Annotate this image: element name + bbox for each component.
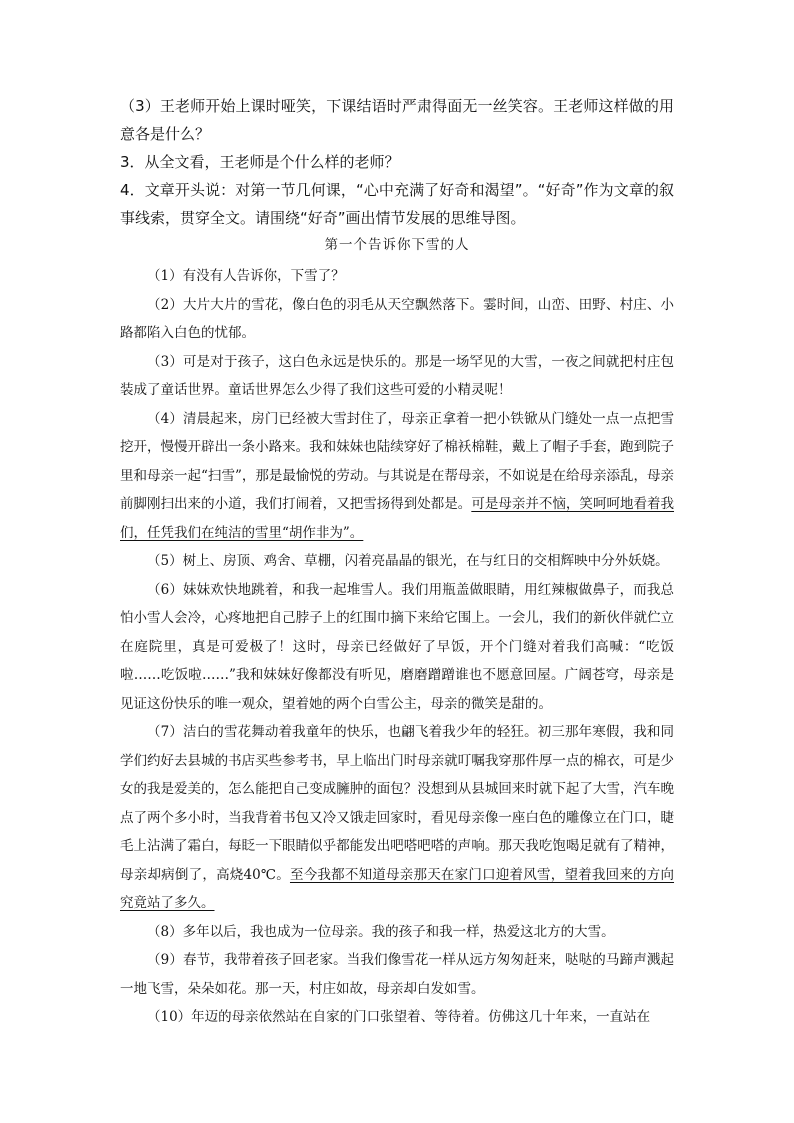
question-3-3: （3）王老师开始上课时哑笑，下课结语时严肃得面无一丝笑容。王老师这样做的用意各是什么？: [120, 97, 674, 143]
paragraph-7-underlined-sentence: 至今我都不知道母亲那天在家门口迎着风雪，望着我回来的方向究竟站了多久。: [120, 866, 675, 911]
paragraph-7-text: （7）洁白的雪花舞动着我童年的快乐，也翩飞着我少年的轻狂。初三那年寒假，我和同学们约好去县城的书店买些参考书，早上临出门时母亲就叮嘱我穿那件厚一点的棉衣，可是少女的我是爱美的，怎么能把自己变成臃肿的面包？没想到从县城回来时就下起了大雪，汽车晚点了两个多小时，当我背着书包又冷又饿走回家时，看见母亲像一座白色的雕像立在门口，睫毛上沾满了霜白，每眨一下眼睛似乎都能发出吧嗒吧嗒的声响。那天我吃饱喝足就有了精神，母亲却病倒了，高烧40℃。: [120, 724, 674, 883]
paragraph-3: [120, 348, 674, 405]
paragraph-10-text: （10）年迈的母亲依然站在自家的门口张望着、等待着。仿佛这几十年来，一直站在: [147, 1009, 651, 1025]
paragraph-9: [120, 946, 674, 1003]
page-content: [120, 92, 674, 1032]
paragraph-4-text: （4）清晨起来，房门已经被大雪封住了，母亲正拿着一把小铁锨从门缝处一点一点把雪挖开，慢慢开辟出一条小路来。我和妹妹也陆续穿好了棉袄棉鞋，戴上了帽子手套，跑到院子里和母亲一起“扫雪”，那是最愉悦的劳动。与其说是在帮母亲，不如说是在给母亲添乱，母亲前脚刚扫出来的小道，我们打闹着，又把雪扬得到处都是。: [120, 410, 674, 512]
paragraph-8-text: （8）多年以后，我也成为一位母亲。我的孩子和我一样，热爱这北方的大雪。: [147, 923, 615, 940]
paragraph-2-text: （2）大片大片的雪花，像白色的羽毛从天空飘然落下。霎时间，山峦、田野、村庄、小路都陷入白色的忧郁。: [120, 296, 674, 341]
article-title: 第一个告诉你下雪的人: [324, 237, 470, 253]
paragraph-5: [120, 547, 674, 576]
paragraph-6: [120, 576, 674, 719]
question-4: 4．文章开头说：对第一节几何课，“心中充满了好奇和渴望”。“好奇”作为文章的叙事线索，贯穿全文。请围绕“好奇”画出情节发展的思维导图。: [120, 181, 674, 227]
paragraph-2: [120, 291, 674, 348]
paragraph-9-text: （9）春节，我带着孩子回老家。当我们像雪花一样从远方匆匆赶来，哒哒的马蹄声溅起一地飞雪，朵朵如花。那一天，村庄如故，母亲却白发如雪。: [120, 952, 674, 997]
paragraph-8: [120, 918, 674, 947]
paragraph-5-text: （5）树上、房顶、鸡舍、草棚，闪着亮晶晶的银光，在与红日的交相辉映中分外妖娆。: [147, 553, 669, 569]
paragraph-10: [120, 1003, 674, 1032]
paragraph-1: [120, 262, 674, 291]
paragraph-6-text: （6）妹妹欢快地跳着，和我一起堆雪人。我们用瓶盖做眼睛，用红辣椒做鼻子，而我总怕小雪人会冷，心疼地把自己脖子上的红围巾摘下来给它围上。一会儿，我们的新伙伴就伫立在庭院里，真是可爱极了！这时，母亲已经做好了早饭，开个门缝对着我们高喊：“吃饭啦……吃饭啦……”我和妹妹好像都没有听见，磨磨蹭蹭谁也不愿意回屋。广阔苍穹，母亲是见证这份快乐的唯一观众，望着她的两个白雪公主，母亲的微笑是甜的。: [120, 581, 674, 712]
question-3: 3．从全文看，王老师是个什么样的老师？: [120, 153, 400, 171]
paragraph-7: [120, 718, 674, 918]
paragraph-3-text: （3）可是对于孩子，这白色永远是快乐的。那是一场罕见的大雪，一夜之间就把村庄包装成了童话世界。童话世界怎么少得了我们这些可爱的小精灵呢！: [120, 353, 674, 398]
paragraph-4-underlined-sentence: 可是母亲并不恼，笑呵呵地看着我们，任凭我们在纯洁的雪里“胡作非为”。: [120, 496, 675, 541]
paragraph-1-text: （1）有没有人告诉你，下雪了？: [147, 268, 345, 284]
paragraph-4: [120, 405, 674, 548]
